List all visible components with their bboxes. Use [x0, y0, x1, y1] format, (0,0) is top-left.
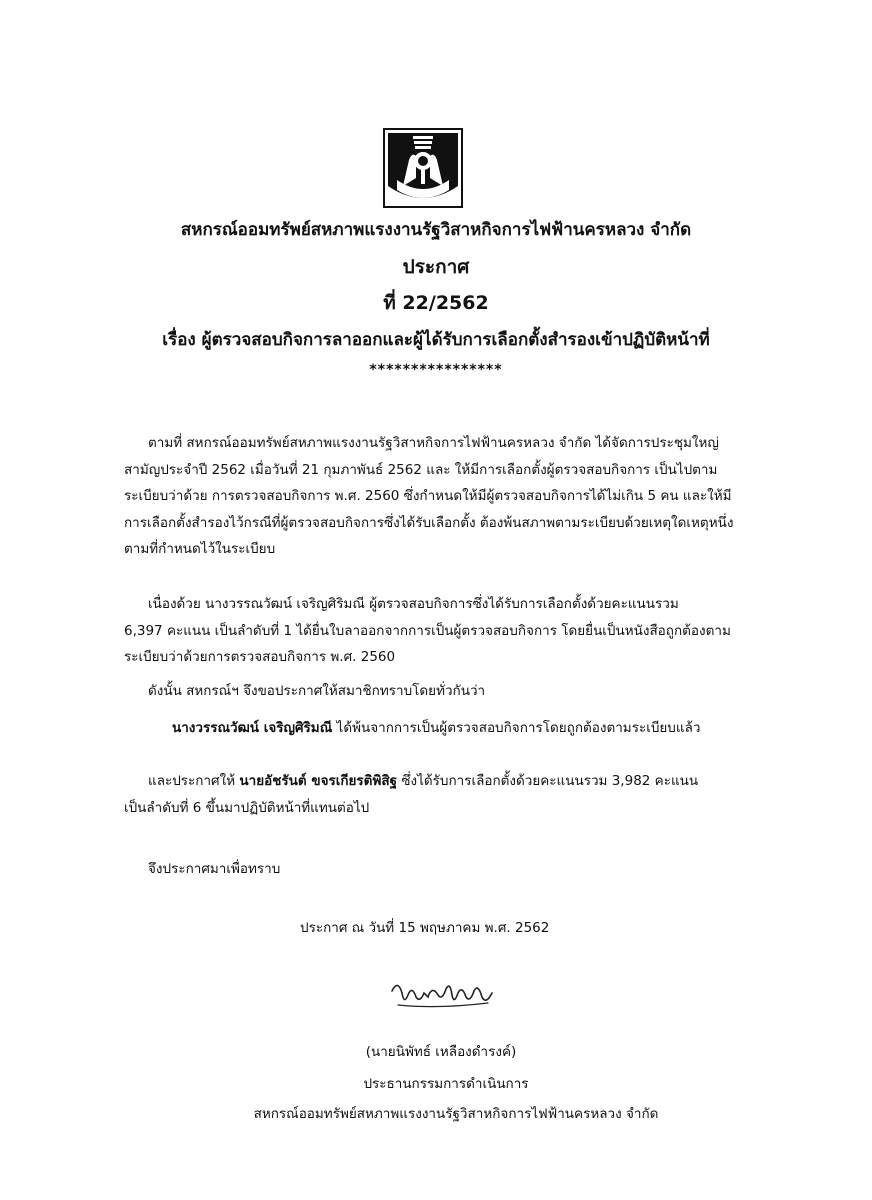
paragraph-2: [124, 591, 748, 671]
paragraph-line: สามัญประจำปี 2562 เมื่อวันที่ 21 กุมภาพันธ์ 2562 และ ให้มีการเลือกตั้งผู้ตรวจสอบกิจการ เป็นไปตาม: [124, 461, 718, 478]
signer-position: ประธานกรรมการดำเนินการ: [363, 1076, 529, 1092]
paragraph-line: ตามที่ สหกรณ์ออมทรัพย์สหภาพแรงงานรัฐวิสาหกิจการไฟฟ้านครหลวง จำกัด ได้จัดการประชุมใหญ่: [148, 435, 719, 451]
paragraph-text: และประกาศให้: [148, 773, 240, 789]
replacement-auditor-name: นายอัชรันต์ ขจรเกียรติพิสิฐ: [239, 773, 398, 789]
cooperative-logo: [383, 128, 463, 208]
paragraph-line: ตามที่กำหนดไว้ในระเบียบ: [124, 541, 276, 557]
paragraph-text: ได้พ้นจากการเป็นผู้ตรวจสอบกิจการโดยถูกต้องตามระเบียบแล้ว: [332, 720, 701, 736]
announcement-title: ประกาศ: [402, 256, 470, 278]
signer-name: (นายนิพัทธ์ เหลืองดำรงค์): [365, 1044, 517, 1060]
announcement-date: ประกาศ ณ วันที่ 15 พฤษภาคม พ.ศ. 2562: [300, 920, 550, 936]
paragraph-3: [124, 678, 748, 705]
handwritten-signature: [388, 975, 498, 1015]
separator-stars: ****************: [369, 362, 503, 378]
announcement-number: ที่ 22/2562: [383, 292, 489, 314]
paragraph-line: ระเบียบว่าด้วย การตรวจสอบกิจการ พ.ศ. 2560 ซึ่งกำหนดให้มีผู้ตรวจสอบกิจการได้ไม่เกิน 5 คน และให้มี: [124, 488, 732, 504]
paragraph-5: [124, 768, 748, 821]
paragraph-line: 6,397 คะแนน เป็นลำดับที่ 1 ได้ยื่นใบลาออกจากการเป็นผู้ตรวจสอบกิจการ โดยยื่นเป็นหนังสือถูกต้องตาม: [124, 622, 731, 639]
paragraph-line: [124, 715, 748, 742]
paragraph-line: ดังนั้น สหกรณ์ฯ จึงขอประกาศให้สมาชิกทราบโดยทั่วกันว่า: [148, 683, 486, 699]
paragraph-line: เป็นลำดับที่ 6 ขึ้นมาปฏิบัติหน้าที่แทนต่อไป: [124, 799, 370, 816]
paragraph-text: ซึ่งได้รับการเลือกตั้งด้วยคะแนนรวม 3,982 คะแนน: [397, 773, 699, 789]
paragraph-4: [124, 715, 748, 742]
paragraph-6: [124, 856, 748, 883]
paragraph-line: ระเบียบว่าด้วยการตรวจสอบกิจการ พ.ศ. 2560: [124, 649, 396, 665]
signer-organization: สหกรณ์ออมทรัพย์สหภาพแรงงานรัฐวิสาหกิจการไฟฟ้านครหลวง จำกัด: [253, 1106, 659, 1122]
paragraph-line: การเลือกตั้งสำรองไว้กรณีที่ผู้ตรวจสอบกิจการซึ่งได้รับเลือกตั้ง ต้องพ้นสภาพตามระเบียบด้วยเหตุใดเหตุหนึ่ง: [124, 514, 734, 531]
resigned-auditor-name: นางวรรณวัฒน์ เจริญศิริมณี: [172, 720, 333, 736]
paragraph-line: [124, 768, 748, 795]
paragraph-line: เนื่องด้วย นางวรรณวัฒน์ เจริญศิริมณี ผู้ตรวจสอบกิจการซึ่งได้รับการเลือกตั้งด้วยคะแนนรวม: [148, 596, 679, 612]
organization-name: สหกรณ์ออมทรัพย์สหภาพแรงงานรัฐวิสาหกิจการไฟฟ้านครหลวง จำกัด: [180, 220, 692, 240]
announcement-subject: เรื่อง ผู้ตรวจสอบกิจการลาออกและผู้ได้รับการเลือกตั้งสำรองเข้าปฏิบัติหน้าที่: [162, 330, 710, 350]
paragraph-line: จึงประกาศมาเพื่อทราบ: [148, 861, 281, 877]
paragraph-1: [124, 430, 748, 563]
